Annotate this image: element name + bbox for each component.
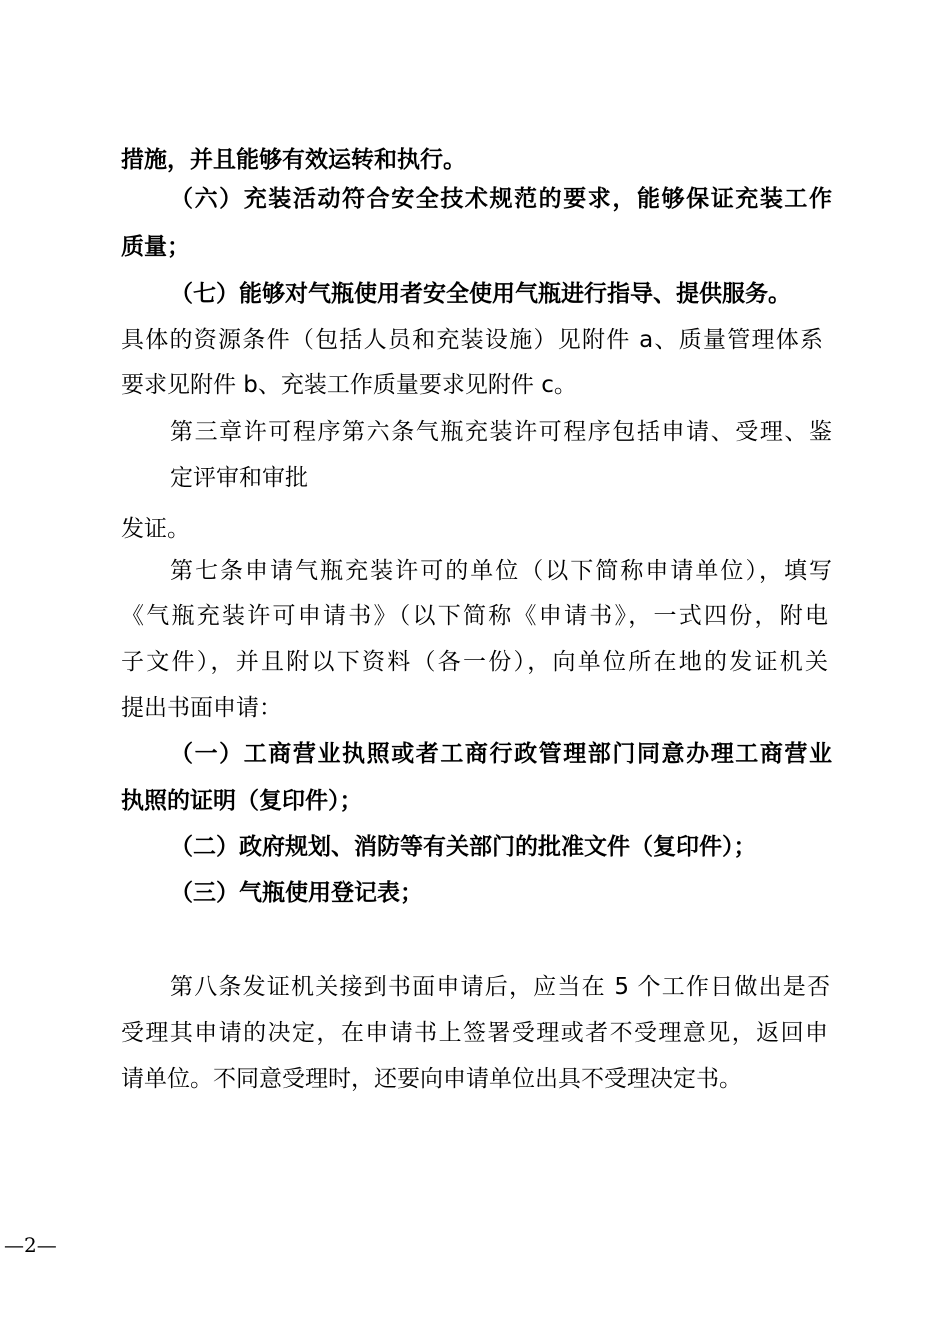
- text-line-10: 第七条申请气瓶充装许可的单位（以下简称申请单位），填写: [170, 558, 832, 584]
- text-line-14: （一）工商营业执照或者工商行政管理部门同意办理工商营业: [170, 741, 832, 767]
- text-line-3: 质量；: [121, 234, 190, 260]
- text-line-18: 第八条发证机关接到书面申请后，应当在 5 个工作日做出是否: [170, 974, 830, 1000]
- text-line-7: 第三章许可程序第六条气瓶充装许可程序包括申请、受理、鉴: [170, 419, 832, 445]
- text-line-4: （七）能够对气瓶使用者安全使用气瓶进行指导、提供服务。: [170, 281, 791, 307]
- text-line-16: （二）政府规划、消防等有关部门的批准文件（复印件）；: [170, 834, 757, 860]
- text-line-15: 执照的证明（复印件）；: [121, 788, 363, 814]
- text-line-19: 受理其申请的决定，在申请书上签署受理或者不受理意见，返回申: [121, 1020, 828, 1046]
- text-line-9: 发证。: [121, 516, 190, 542]
- text-line-8: 定评审和审批: [170, 465, 308, 491]
- text-line-5: 具体的资源条件（包括人员和充装设施）见附件 a、质量管理体系: [121, 327, 823, 353]
- text-line-1: 措施，并且能够有效运转和执行。: [121, 147, 466, 173]
- text-line-12: 子文件），并且附以下资料（各一份），向单位所在地的发证机关: [121, 649, 828, 675]
- text-line-17: （三）气瓶使用登记表；: [170, 880, 423, 906]
- text-line-11: 《气瓶充装许可申请书》（以下简称《申请书》，一式四份，附电: [121, 603, 828, 629]
- text-line-20: 请单位。不同意受理时，还要向申请单位出具不受理决定书。: [121, 1066, 742, 1092]
- text-line-13: 提出书面申请：: [121, 695, 282, 721]
- text-line-6: 要求见附件 b、充装工作质量要求见附件 c。: [121, 372, 577, 398]
- page-number: —2—: [4, 1233, 57, 1257]
- text-line-2: （六）充装活动符合安全技术规范的要求，能够保证充装工作: [170, 186, 832, 212]
